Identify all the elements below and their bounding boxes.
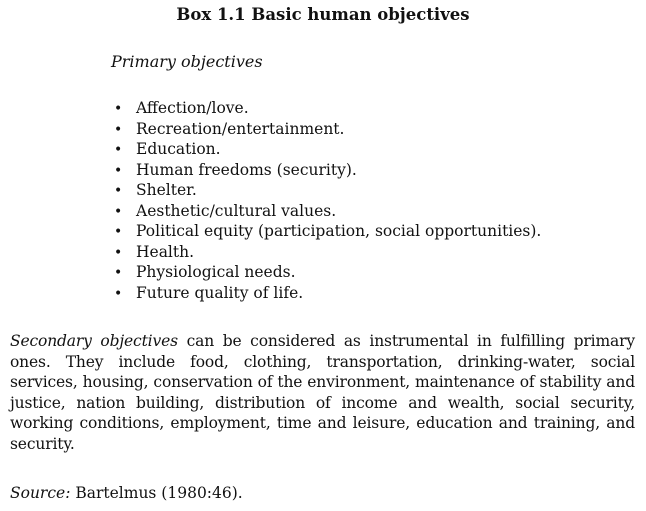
list-item [114,262,541,283]
list-item [114,119,541,140]
list-item-text: Physiological needs. [136,263,296,281]
list-item-text: Health. [136,242,195,261]
secondary-objectives-paragraph [10,331,635,454]
list-item [114,201,541,222]
bullet-icon: • [114,285,123,302]
list-item [114,283,541,304]
list-item [114,160,541,181]
list-item-text: Education. [136,140,221,158]
bullet-icon: • [114,142,123,158]
bullet-icon: • [114,162,123,179]
box-title: Box 1.1 Basic human objectives [176,5,470,24]
list-item [114,139,541,160]
source-text: Bartelmus (1980:46). [70,484,243,502]
list-item-text: Shelter. [136,181,197,199]
secondary-objectives-text: can be considered as instrumental in fulfilling primary ones. They include food, clothing, transportation, drinking-water, social services, housing, conservation of the environment, maintenance of stability and justice, nation building, distribution of income and wealth, social security, working conditions, employment, time and leisure, education and training, and security. [10,332,635,453]
list-item [114,221,541,242]
bullet-icon: • [114,244,123,261]
primary-objectives-list [114,98,541,303]
list-item-text: Future quality of life. [136,283,304,302]
bullet-icon: • [114,101,123,117]
list-item-text: Aesthetic/cultural values. [136,201,337,220]
secondary-objectives-lead: Secondary objectives [10,332,178,350]
list-item [114,180,541,201]
list-item-text: Human freedoms (security). [136,160,357,179]
bullet-icon: • [114,224,123,240]
list-item-text: Political equity (participation, social opportunities). [136,222,542,240]
list-item [114,242,541,263]
list-item-text: Affection/love. [136,99,249,117]
bullet-icon: • [114,121,123,138]
source-citation [10,484,243,502]
source-label: Source: [10,484,71,502]
bullet-icon: • [114,203,123,220]
bullet-icon: • [114,183,123,199]
bullet-icon: • [114,265,123,281]
primary-objectives-heading: Primary objectives [111,52,263,71]
list-item-text: Recreation/entertainment. [136,119,345,138]
list-item [114,98,541,119]
